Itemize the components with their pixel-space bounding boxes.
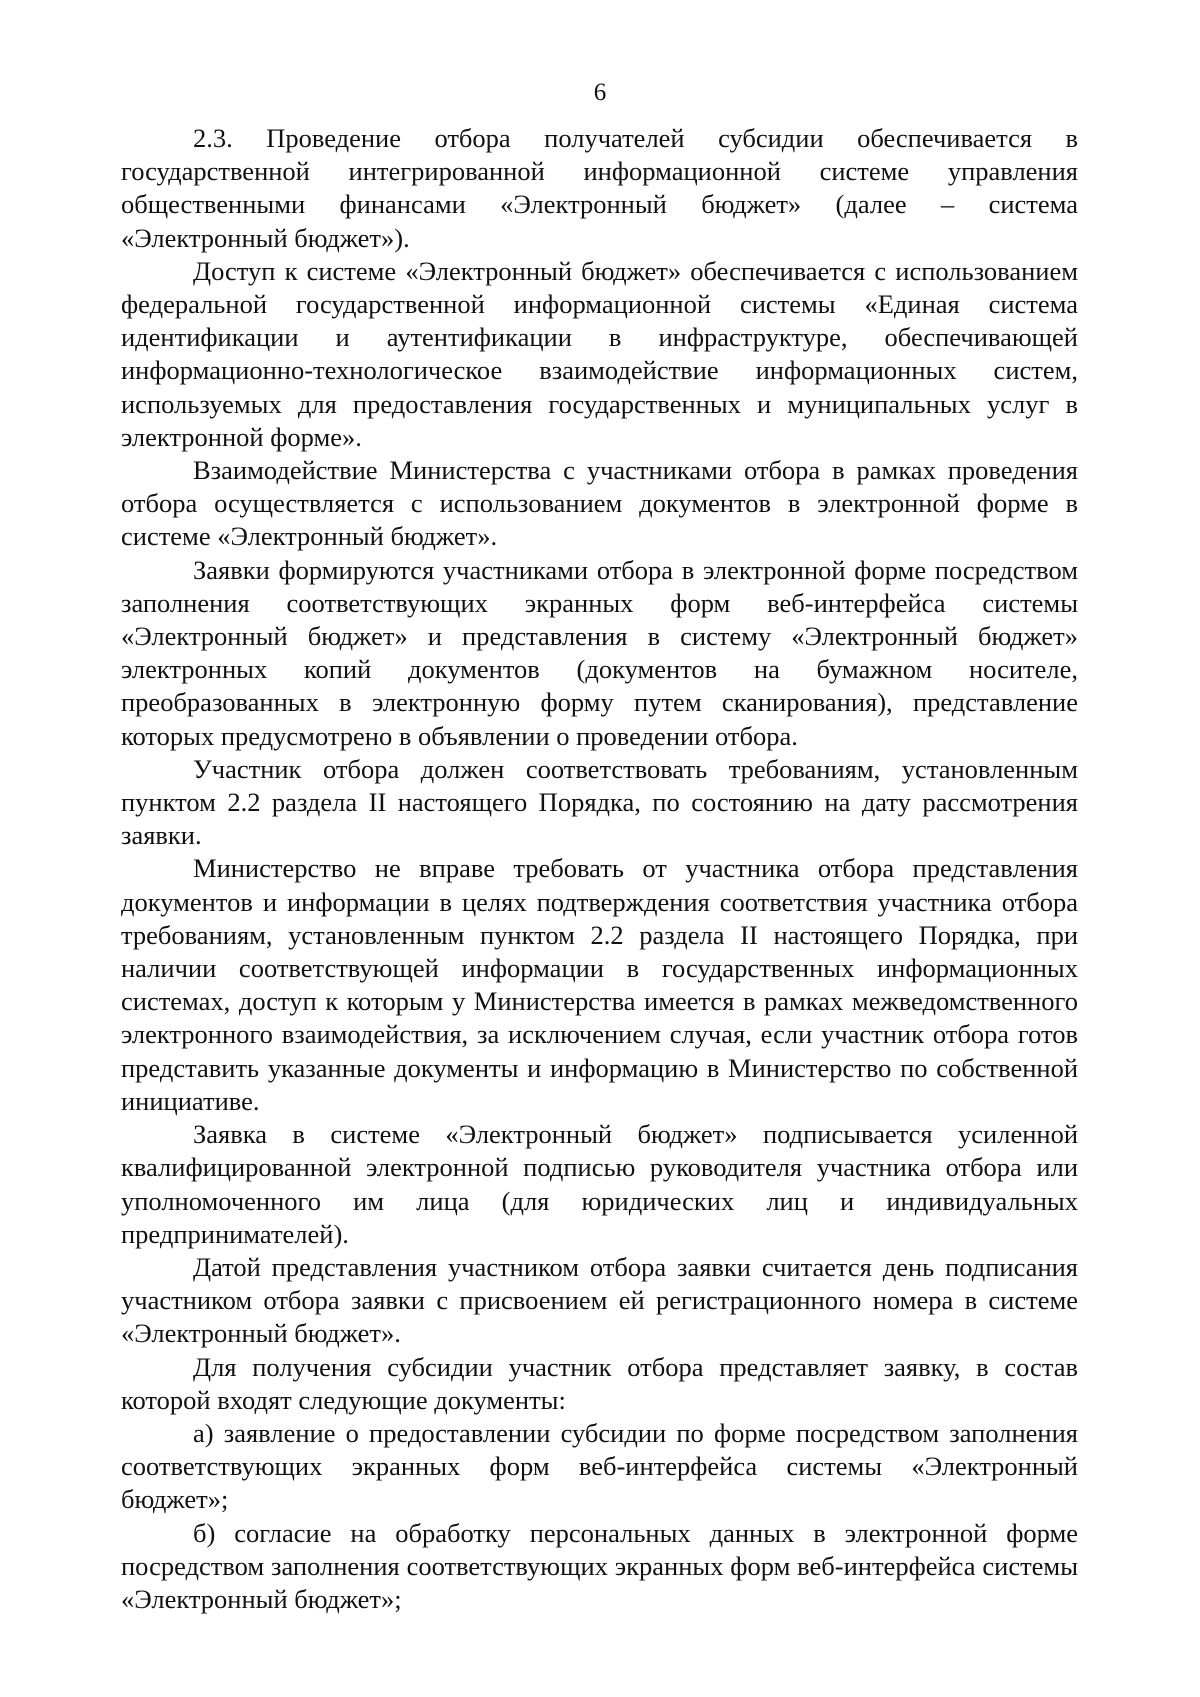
paragraph-participant-requirements: Участник отбора должен соответствовать требованиям, установленным пунктом 2.2 раздела II настоящего Порядка, по состоянию на дату рассмотрения заявки. <box>121 753 1078 851</box>
paragraph-required-documents: Для получения субсидии участник отбора представляет заявку, в состав которой входят следующие документы: <box>121 1351 1078 1415</box>
paragraph-2-3-selection-system: 2.3. Проведение отбора получателей субсидии обеспечивается в государственной интегрированной информационной системе управления общественными финансами «Электронный бюджет» (далее – система «Электронный бюджет»). <box>121 123 1078 253</box>
paragraph-system-access: Доступ к системе «Электронный бюджет» обеспечивается с использованием федеральной государственной информационной системы «Единая система идентификации и аутентификации в инфраструктуре, обеспечивающей информационно-технологическое взаимодействие информационных систем, используемых для предоставления государственных и муниципальных услуг в электронной форме». <box>121 255 1078 452</box>
paragraph-ministry-interaction: Взаимодействие Министерства с участниками отбора в рамках проведения отбора осуществляется с использованием документов в электронной форме в системе «Электронный бюджет». <box>121 455 1078 552</box>
list-item-b-personal-data-consent: б) согласие на обработку персональных данных в электронной форме посредством заполнения соответствующих экранных форм веб-интерфейса системы «Электронный бюджет»; <box>121 1517 1078 1614</box>
paragraph-ministry-restrictions: Министерство не вправе требовать от участника отбора представления документов и информации в целях подтверждения соответствия участника отбора требованиям, установленным пунктом 2.2 раздела II настоящего Порядка, при наличии соответствующей информации в государственных информационных системах, доступ к которым у Министерства имеется в рамках межведомственного электронного взаимодействия, за исключением случая, если участник отбора готов представить указанные документы и информацию в Министерство по собственной инициативе. <box>121 853 1078 1116</box>
page-number: 6 <box>593 79 607 106</box>
paragraph-application-forming: Заявки формируются участниками отбора в электронной форме посредством заполнения соответствующих экранных форм веб-интерфейса системы «Электронный бюджет» и представления в систему «Электронный бюджет» электронных копий документов (документов на бумажном носителе, преобразованных в электронную форму путем сканирования), представление которых предусмотрено в объявлении о проведении отбора. <box>121 554 1078 751</box>
paragraph-application-signature: Заявка в системе «Электронный бюджет» подписывается усиленной квалифицированной электронной подписью руководителя участника отбора или уполномоченного им лица (для юридических лиц и индивидуальных предпринимателей). <box>121 1119 1078 1249</box>
paragraph-submission-date: Датой представления участником отбора заявки считается день подписания участником отбора заявки с присвоением ей регистрационного номера в системе «Электронный бюджет». <box>121 1251 1078 1349</box>
list-item-a-subsidy-statement: а) заявление о предоставлении субсидии по форме посредством заполнения соответствующих экранных форм веб-интерфейса системы «Электронный бюджет»; <box>121 1417 1078 1515</box>
document-body <box>121 122 1078 1616</box>
